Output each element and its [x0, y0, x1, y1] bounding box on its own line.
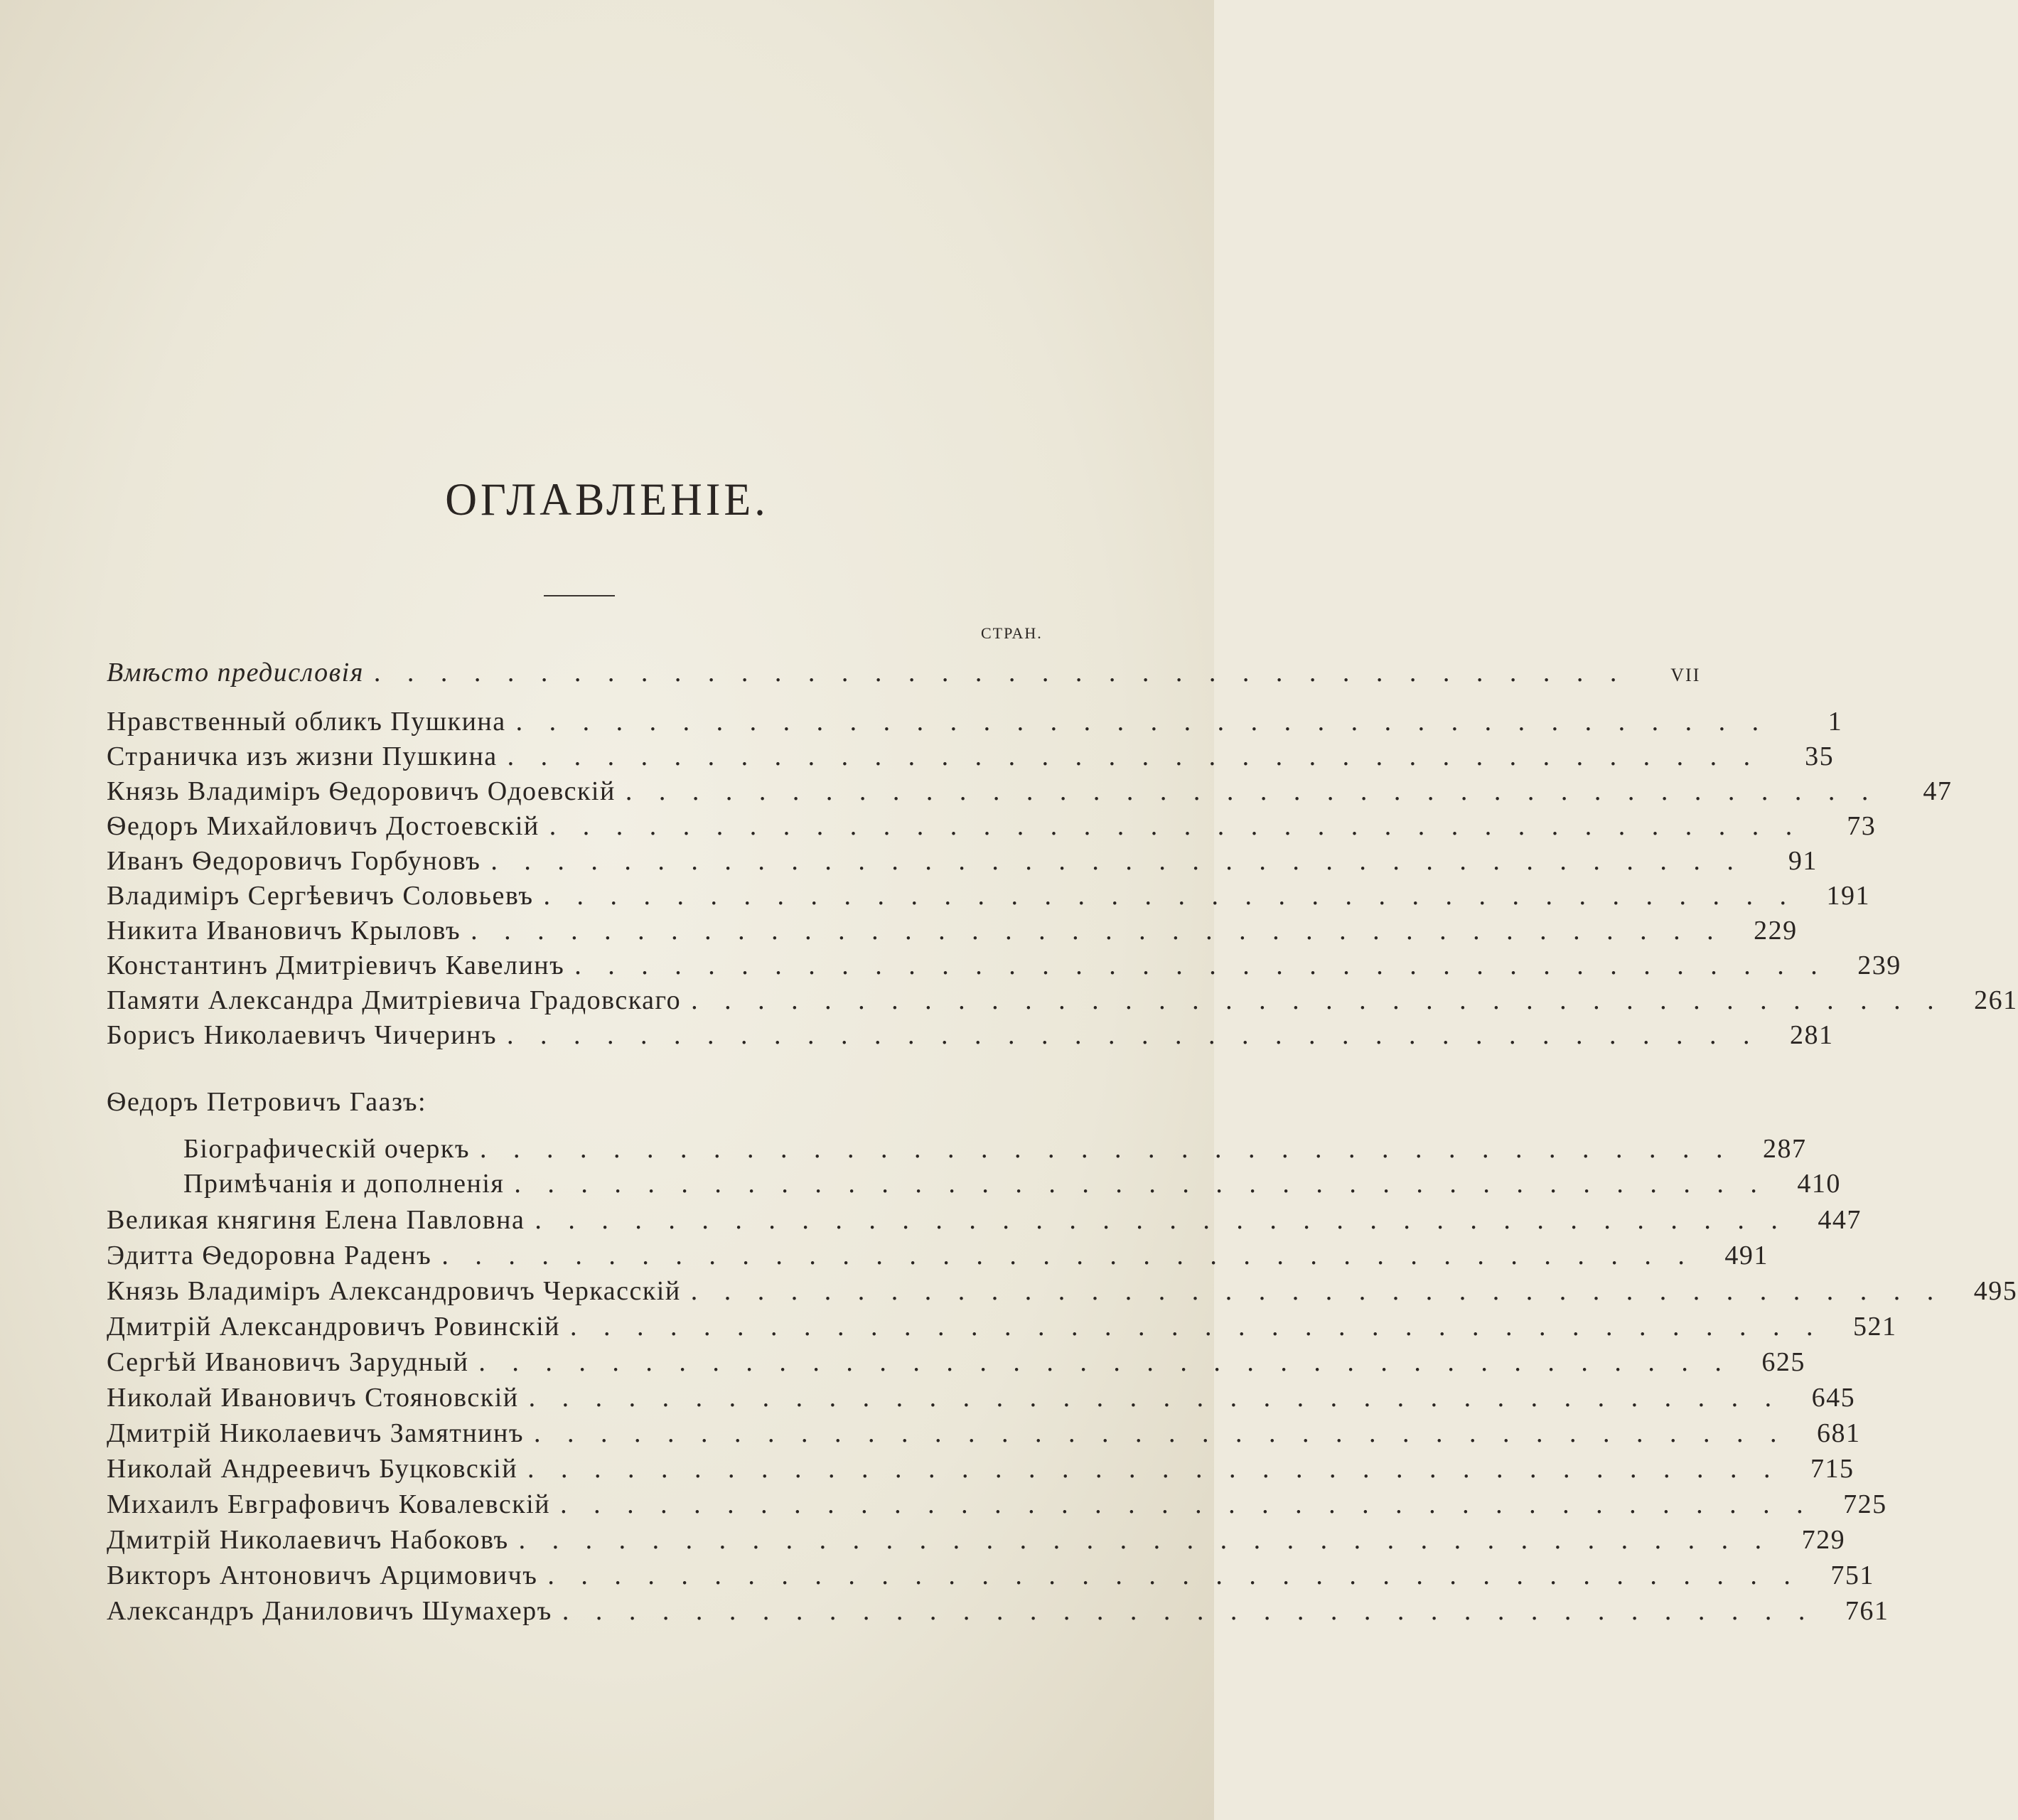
toc-entry-page: 1	[1828, 707, 1843, 737]
toc-entry-preface[interactable]	[107, 655, 1701, 690]
leader-dots: . . . . . . . . . . . . . . . . . . . . . . . . . . . . . . . . . . . . . .	[507, 742, 1761, 771]
toc-entry[interactable]	[107, 948, 1901, 983]
toc-entry-page: 645	[1811, 1383, 1856, 1413]
toc-entry[interactable]	[107, 1274, 2018, 1308]
leader-dots: . . . . . . . . . . . . . . . . . . . . . . . . . . . . . . . . . . . . . .	[625, 776, 1879, 806]
toc-entry-page: 410	[1797, 1169, 1841, 1199]
toc-entry-page: 681	[1817, 1418, 1861, 1448]
toc-entry[interactable]	[107, 1238, 1769, 1273]
leader-dots: . . . . . . . . . . . . . . . . . . . . . . . . . . . . . . . . . . . . . .	[569, 1312, 1823, 1342]
toc-entry-label: Викторъ Антоновичъ Арцимовичъ	[107, 1561, 538, 1590]
toc-entry-label: Николай Андреевичъ Буцковскій	[107, 1454, 518, 1484]
toc-entry-page: 761	[1845, 1596, 1889, 1626]
leader-dots: . . . . . . . . . . . . . . . . . . . . . . . . . . . . . . . . . . . . . .	[507, 1020, 1760, 1050]
toc-entry-page: 625	[1761, 1347, 1805, 1377]
toc-entry-label: Вмѣсто предисловія	[107, 658, 364, 687]
toc-subentry[interactable]	[183, 1167, 1841, 1201]
toc-entry-label: Дмитрій Николаевичъ Набоковъ	[107, 1525, 509, 1555]
title-rule	[544, 595, 615, 596]
toc-entry-label: Никита Ивановичъ Крыловъ	[107, 916, 461, 946]
leader-dots: . . . . . . . . . . . . . . . . . . . . . . . . . . . . . . . . . . . . . .	[549, 811, 1803, 841]
leader-dots: . . . . . . . . . . . . . . . . . . . . . . . . . . . . . . . . . . . . . .	[518, 1525, 1772, 1555]
toc-entry-label: Великая княгиня Елена Павловна	[107, 1205, 525, 1235]
leader-dots: . . . . . . . . . . . . . . . . . . . . . . . . . . . . . . . . . . . . . .	[547, 1561, 1800, 1590]
toc-entry[interactable]	[107, 1594, 1889, 1628]
toc-entry[interactable]	[107, 1018, 1834, 1052]
toc-entry[interactable]	[107, 1381, 1856, 1415]
toc-entry-page: 521	[1852, 1312, 1897, 1342]
toc-entry-page: 715	[1810, 1454, 1855, 1484]
toc-entry-label: Страничка изъ жизни Пушкина	[107, 742, 498, 771]
toc-entry-page: 751	[1830, 1561, 1874, 1590]
toc-entry[interactable]	[107, 1558, 1874, 1592]
toc-entry[interactable]	[107, 809, 1877, 843]
toc-entry-label: Примѣчанія и дополненія	[183, 1169, 505, 1199]
leader-dots: . . . . . . . . . . . . . . . . . . . . . . . . . . . . . . . . . . . . . .	[560, 1489, 1813, 1519]
toc-entry-page: 725	[1843, 1489, 1887, 1519]
toc-entry-page: 495	[1973, 1276, 2018, 1306]
page-title: ОГЛАВЛЕНІЕ.	[445, 474, 769, 525]
toc-entry[interactable]	[107, 844, 1818, 878]
leader-dots: . . . . . . . . . . . . . . . . . . . . . . . . . . . . . . . . . . . . . .	[514, 1169, 1767, 1199]
toc-entry[interactable]	[107, 983, 2018, 1017]
toc-entry[interactable]	[107, 1310, 1897, 1344]
leader-dots: . . . . . . . . . . . . . . . . . . . . . . . . . . . . . . . . . . . . . .	[534, 1418, 1787, 1448]
toc-entry-page: 35	[1805, 742, 1835, 771]
leader-dots: . . . . . . . . . . . . . . . . . . . . . . . . . . . . . . . . . . . . . .	[527, 1454, 1781, 1484]
leader-dots: . . . . . . . . . . . . . . . . . . . . . . . . . . . . . . . . . . . . . .	[528, 1383, 1782, 1413]
toc-entry-label: Михаилъ Евграфовичъ Ковалевскій	[107, 1489, 551, 1519]
leader-dots: . . . . . . . . . . . . . . . . . . . . . . . . . . . . . . . . . . . . . .	[478, 1347, 1732, 1377]
leader-dots: . . . . . . . . . . . . . . . . . . . . . . . . . . . . . . . . . . . . . .	[691, 985, 1944, 1015]
toc-entry-page: VII	[1670, 665, 1701, 685]
leader-dots: . . . . . . . . . . . . . . . . . . . . . . . . . . . . . . . . . . . . . .	[441, 1241, 1695, 1270]
leader-dots: . . . . . . . . . . . . . . . . . . . . . . . . . . . . . . . . . . . . . .	[480, 1134, 1733, 1164]
toc-entry[interactable]	[107, 739, 1835, 774]
toc-entry-page: 261	[1974, 985, 2018, 1015]
toc-entry[interactable]	[107, 914, 1798, 948]
page-column-label: СТРАН.	[981, 624, 1043, 642]
toc-entry-label: Эдитта Ѳедоровна Раденъ	[107, 1241, 432, 1270]
toc-subentry[interactable]	[183, 1132, 1807, 1166]
toc-entry-page: 491	[1724, 1241, 1769, 1270]
leader-dots: . . . . . . . . . . . . . . . . . . . . . . . . . . . . . . . . . . . . . .	[490, 846, 1744, 876]
toc-entry[interactable]	[107, 774, 1953, 808]
toc-entry-page: 73	[1847, 811, 1877, 841]
leader-dots: . . . . . . . . . . . . . . . . . . . . . . . . . . . . . . . . . . . . . .	[515, 707, 1769, 737]
toc-entry-label: Біографическій очеркъ	[183, 1134, 471, 1164]
toc-entry-label: Ѳедоръ Михайловичъ Достоевскій	[107, 811, 540, 841]
toc-entry-label: Дмитрій Александровичъ Ровинскій	[107, 1312, 560, 1342]
toc-entry-page: 191	[1826, 881, 1870, 911]
toc-entry[interactable]	[107, 1452, 1855, 1486]
toc-entry-label: Иванъ Ѳедоровичъ Горбуновъ	[107, 846, 481, 876]
toc-entry-page: 229	[1754, 916, 1798, 946]
leader-dots: . . . . . . . . . . . . . . . . . . . . . . . . . . . . . . . . . . . . . .	[562, 1596, 1815, 1626]
toc-entry[interactable]	[107, 879, 1870, 913]
toc-section-heading: Ѳедоръ Петровичъ Гаазъ:	[107, 1087, 427, 1117]
toc-entry[interactable]	[107, 1203, 1862, 1237]
leader-dots: . . . . . . . . . . . . . . . . . . . . . . . . . . . . . . . . . . . . . .	[535, 1205, 1788, 1235]
toc-entry-page: 47	[1923, 776, 1953, 806]
toc-entry-page: 239	[1857, 951, 1901, 980]
toc-entry[interactable]	[107, 1523, 1846, 1557]
toc-entry[interactable]	[107, 1487, 1887, 1521]
toc-entry[interactable]	[107, 1345, 1805, 1379]
toc-entry-label: Нравственный обликъ Пушкина	[107, 707, 506, 737]
leader-dots: . . . . . . . . . . . . . . . . . . . . . . . . . . . . . . . . . . . . . .	[690, 1276, 1944, 1306]
leader-dots: . . . . . . . . . . . . . . . . . . . . . . . . . . . . . . . . . . . . . .	[543, 881, 1796, 911]
toc-entry-label: Памяти Александра Дмитріевича Градовскаго	[107, 985, 682, 1015]
toc-entry[interactable]	[107, 1416, 1861, 1450]
leader-dots: . . . . . . . . . . . . . . . . . . . . . . . . . . . . . . . . . . . . . .	[574, 951, 1828, 980]
toc-entry-page: 447	[1818, 1205, 1862, 1235]
toc-entry-label: Константинъ Дмитріевичъ Кавелинъ	[107, 951, 565, 980]
toc-entry-page: 281	[1790, 1020, 1834, 1050]
toc-entry-page: 91	[1788, 846, 1818, 876]
toc-entry-label: Александръ Даниловичъ Шумахеръ	[107, 1596, 552, 1626]
toc-entry-label: Дмитрій Николаевичъ Замятнинъ	[107, 1418, 525, 1448]
toc-entry-label: Николай Ивановичъ Стояновскій	[107, 1383, 519, 1413]
toc-entry-label: Князь Владиміръ Александровичъ Черкасскій	[107, 1276, 681, 1306]
toc-entry-page: 729	[1801, 1525, 1846, 1555]
toc-entry-label: Борисъ Николаевичъ Чичеринъ	[107, 1020, 498, 1050]
leader-dots: . . . . . . . . . . . . . . . . . . . . . . . . . . . . . . . . . . . . . .	[471, 916, 1724, 946]
leader-dots: . . . . . . . . . . . . . . . . . . . . . . . . . . . . . . . . . . . . . .	[373, 658, 1627, 687]
toc-entry[interactable]	[107, 705, 1843, 739]
toc-entry-label: Сергѣй Ивановичъ Зарудный	[107, 1347, 469, 1377]
toc-entry-label: Владиміръ Сергѣевичъ Соловьевъ	[107, 881, 534, 911]
toc-entry-label: Князь Владиміръ Ѳедоровичъ Одоевскій	[107, 776, 616, 806]
toc-entry-page: 287	[1763, 1134, 1807, 1164]
